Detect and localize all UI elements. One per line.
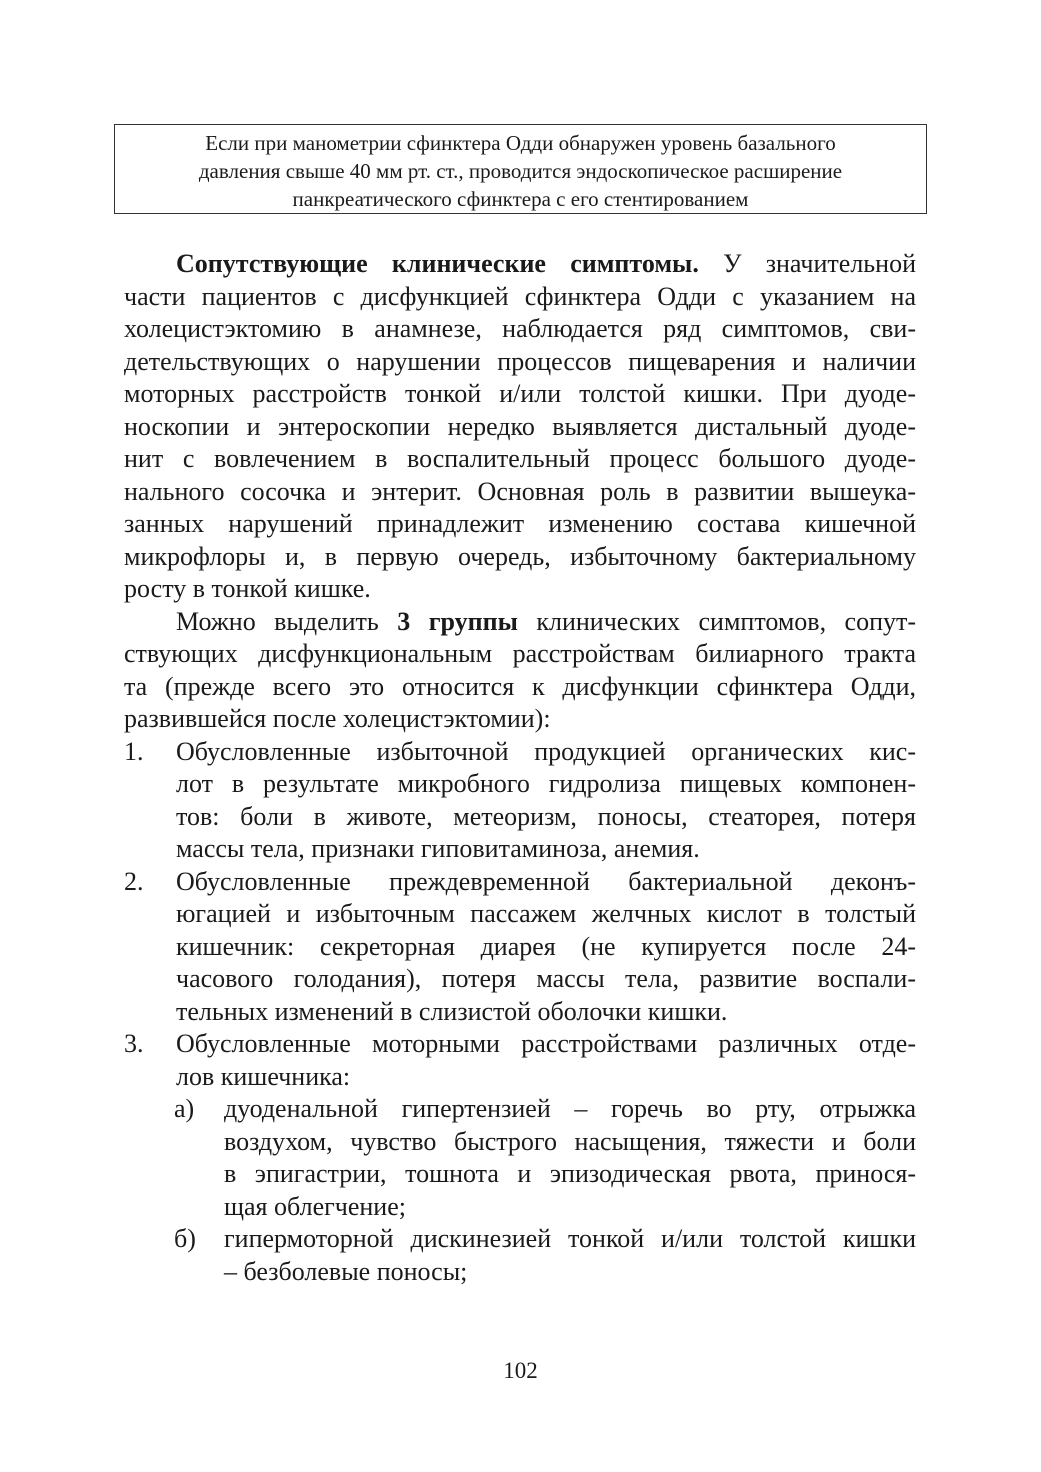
paragraph-line: нит с вовлечением в воспалительный процесс большого дуоде- — [124, 444, 916, 473]
paragraph-line: части пациентов с дисфункцией сфинктера Одди с указанием на — [124, 281, 916, 311]
sublist-item — [124, 1223, 916, 1288]
sublist-line: гипермоторной дискинезией тонкой и/или толстой кишки — [224, 1224, 916, 1253]
paragraph-line: нального сосочка и энтерит. Основная роль в развитии вышеука- — [124, 476, 916, 506]
paragraph-line: детельствующих о нарушении процессов пищеварения и наличии — [124, 346, 916, 376]
paragraph-line: холецистэктомию в анамнезе, наблюдается ряд симптомов, сви- — [124, 314, 916, 343]
bold-text: 3 группы — [397, 606, 518, 636]
list-number: 2. — [124, 866, 144, 896]
page-number: 102 — [503, 1358, 538, 1383]
sublist-item — [124, 1093, 916, 1223]
paragraph-line: ствующих дисфункциональным расстройствам билиарного тракта — [124, 639, 916, 668]
paragraph-line: та (прежде всего это относится к дисфункции сфинктера Одди, — [124, 671, 916, 701]
list-line: лов кишечника: — [176, 1061, 351, 1091]
paragraph-line — [124, 606, 916, 639]
heading-continuation: У значительной — [698, 249, 916, 278]
list-line: часового голодания), потеря массы тела, развитие воспали- — [176, 964, 916, 993]
paragraph-groups — [124, 606, 916, 736]
text-run: Можно выделить — [176, 606, 398, 636]
list-number: 3. — [124, 1029, 144, 1058]
sublist-line: в эпигастрии, тошнота и эпизодическая рвота, принося- — [224, 1159, 916, 1188]
sublist-letter: б) — [174, 1224, 196, 1253]
list-item — [124, 866, 916, 1029]
list-line: лот в результате микробного гидролиза пищевых компонен- — [176, 769, 916, 798]
highlight-box — [114, 124, 927, 214]
list-number: 1. — [124, 736, 144, 766]
paragraph-line: занных нарушений принадлежит изменению состава кишечной — [124, 509, 916, 538]
box-line: давления свыше 40 мм рт. ст., проводится эндоскопическое расширение — [198, 159, 843, 183]
paragraph-line: микрофлоры и, в первую очередь, избыточному бактериальному — [124, 541, 916, 571]
paragraph-line — [124, 248, 916, 281]
list-line: массы тела, признаки гиповитаминоза, анемия. — [176, 834, 700, 863]
list-line: Обусловленные преждевременной бактериальной деконъ- — [176, 866, 916, 896]
list-line: Обусловленные избыточной продукцией органических кис- — [176, 736, 916, 766]
list-line: кишечник: секреторная диарея (не купируется после 24- — [176, 931, 916, 961]
text-run: клинических симптомов, сопут- — [517, 606, 917, 636]
paragraph-line: росту в тонкой кишке. — [124, 574, 371, 603]
section-heading: Сопутствующие клинические симптомы. — [176, 249, 699, 278]
paragraph-line: моторных расстройств тонкой и/или толстой кишки. При дуоде- — [124, 379, 916, 408]
list-line: тов: боли в животе, метеоризм, поносы, стеаторея, потеря — [176, 801, 916, 831]
sublist-line: – безболевые поносы; — [224, 1256, 468, 1286]
sublist-line: дуоденальной гипертензией – горечь во рту, отрыжка — [224, 1094, 916, 1123]
paragraph-symptoms — [124, 248, 916, 606]
list-line: Обусловленные моторными расстройствами различных отде- — [176, 1029, 916, 1058]
list-line: югацией и избыточным пассажем желчных кислот в толстый — [176, 899, 916, 928]
sublist-line: щая облегчение; — [224, 1191, 406, 1221]
paragraph-line: развившейся после холецистэктомии): — [124, 704, 551, 733]
sublist-line: воздухом, чувство быстрого насыщения, тяжести и боли — [224, 1126, 916, 1156]
list-item — [124, 736, 916, 866]
body-text — [124, 248, 916, 1288]
paragraph-line: носкопии и энтероскопии нередко выявляется дистальный дуоде- — [124, 411, 916, 441]
sublist-letter: а) — [174, 1094, 195, 1123]
box-line: Если при манометрии сфинктера Одди обнаружен уровень базального — [205, 131, 836, 155]
list-item — [124, 1028, 916, 1093]
list-line: тельных изменений в слизистой оболочки кишки. — [176, 996, 728, 1026]
box-line: панкреатического сфинктера с его стентированием — [292, 187, 749, 211]
